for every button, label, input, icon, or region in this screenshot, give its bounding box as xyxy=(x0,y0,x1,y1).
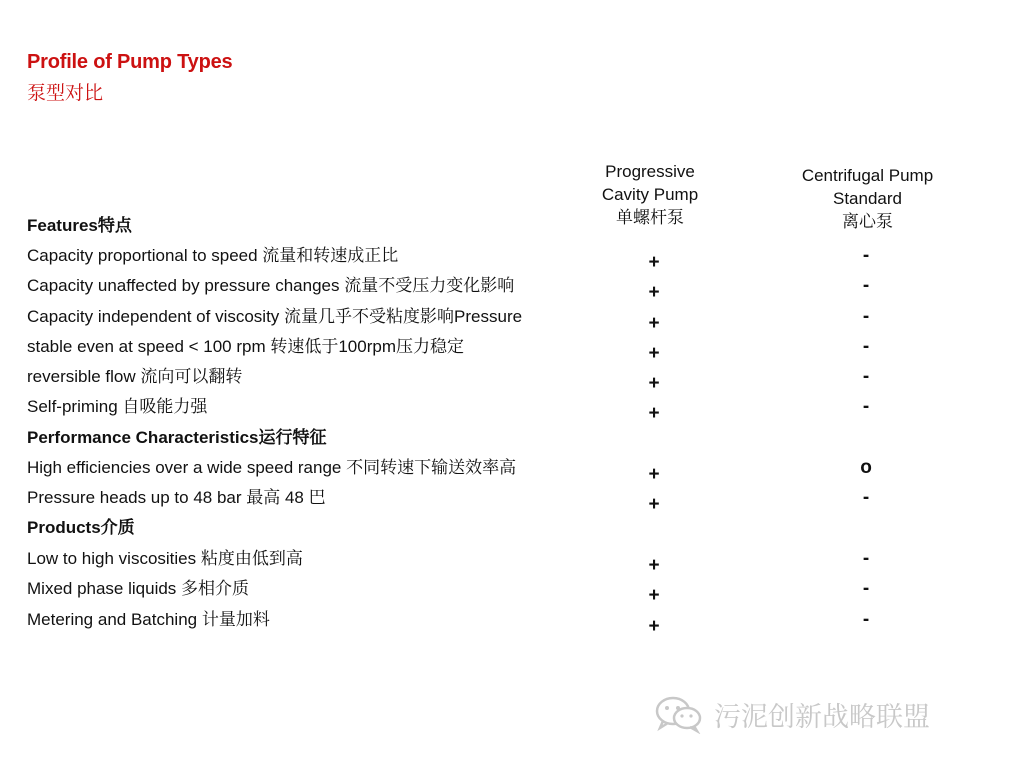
column-header-progressive-cavity-pump xyxy=(570,160,730,229)
column-header-line: Cavity Pump xyxy=(601,185,699,204)
centrifugal-rating: - xyxy=(862,487,870,508)
watermark xyxy=(654,694,930,734)
progressive-cavity-rating: + xyxy=(648,585,660,606)
centrifugal-rating: - xyxy=(862,306,870,327)
centrifugal-rating: - xyxy=(862,609,870,630)
feature-label: reversible flow 流向可以翻转 xyxy=(27,367,243,386)
feature-label: Mixed phase liquids 多相介质 xyxy=(27,579,250,598)
column-header-line: Centrifugal Pump xyxy=(801,166,934,185)
page-subtitle: 泵型对比 xyxy=(27,82,104,104)
progressive-cavity-rating: + xyxy=(648,252,660,273)
section-heading: Products介质 xyxy=(27,518,135,537)
progressive-cavity-rating: + xyxy=(648,373,660,394)
centrifugal-rating: - xyxy=(862,245,870,266)
feature-label: Pressure heads up to 48 bar 最高 48 巴 xyxy=(27,488,326,507)
column-header-line: Standard xyxy=(833,189,902,208)
progressive-cavity-rating: + xyxy=(648,494,660,515)
column-header-centrifugal-pump xyxy=(770,164,965,233)
section-heading: Features特点 xyxy=(27,216,132,235)
progressive-cavity-rating: + xyxy=(648,313,660,334)
column-header-line: 离心泵 xyxy=(842,212,893,231)
centrifugal-rating: - xyxy=(862,578,870,599)
feature-label: High efficiencies over a wide speed range 不同转速下输送效率高 xyxy=(27,458,517,477)
centrifugal-rating: - xyxy=(862,396,870,417)
progressive-cavity-rating: + xyxy=(648,616,660,637)
section-heading: Performance Characteristics运行特征 xyxy=(27,428,327,447)
feature-label: Self-priming 自吸能力强 xyxy=(27,397,208,416)
progressive-cavity-rating: + xyxy=(648,464,660,485)
column-header-line: 单螺杆泵 xyxy=(616,208,684,227)
feature-label: Capacity independent of viscosity 流量几乎不受粘度影响Pressure xyxy=(27,307,523,326)
centrifugal-rating: - xyxy=(862,548,870,569)
page-title: Profile of Pump Types xyxy=(27,51,233,73)
feature-label: Low to high viscosities 粘度由低到高 xyxy=(27,549,303,568)
feature-label: Metering and Batching 计量加料 xyxy=(27,610,270,629)
feature-label: Capacity unaffected by pressure changes 流量不受压力变化影响 xyxy=(27,276,515,295)
centrifugal-rating: - xyxy=(862,275,870,296)
centrifugal-rating: - xyxy=(862,336,870,357)
watermark-text: 污泥创新战略联盟 xyxy=(714,701,930,733)
feature-label: Capacity proportional to speed 流量和转速成正比 xyxy=(27,246,399,265)
progressive-cavity-rating: + xyxy=(648,343,660,364)
wechat-icon xyxy=(654,694,704,734)
centrifugal-rating: - xyxy=(862,366,870,387)
centrifugal-rating: o xyxy=(860,457,872,478)
feature-label: stable even at speed < 100 rpm 转速低于100rpm压力稳定 xyxy=(27,337,464,356)
column-header-line: Progressive xyxy=(605,162,695,181)
progressive-cavity-rating: + xyxy=(648,555,660,576)
progressive-cavity-rating: + xyxy=(648,403,660,424)
progressive-cavity-rating: + xyxy=(648,282,660,303)
